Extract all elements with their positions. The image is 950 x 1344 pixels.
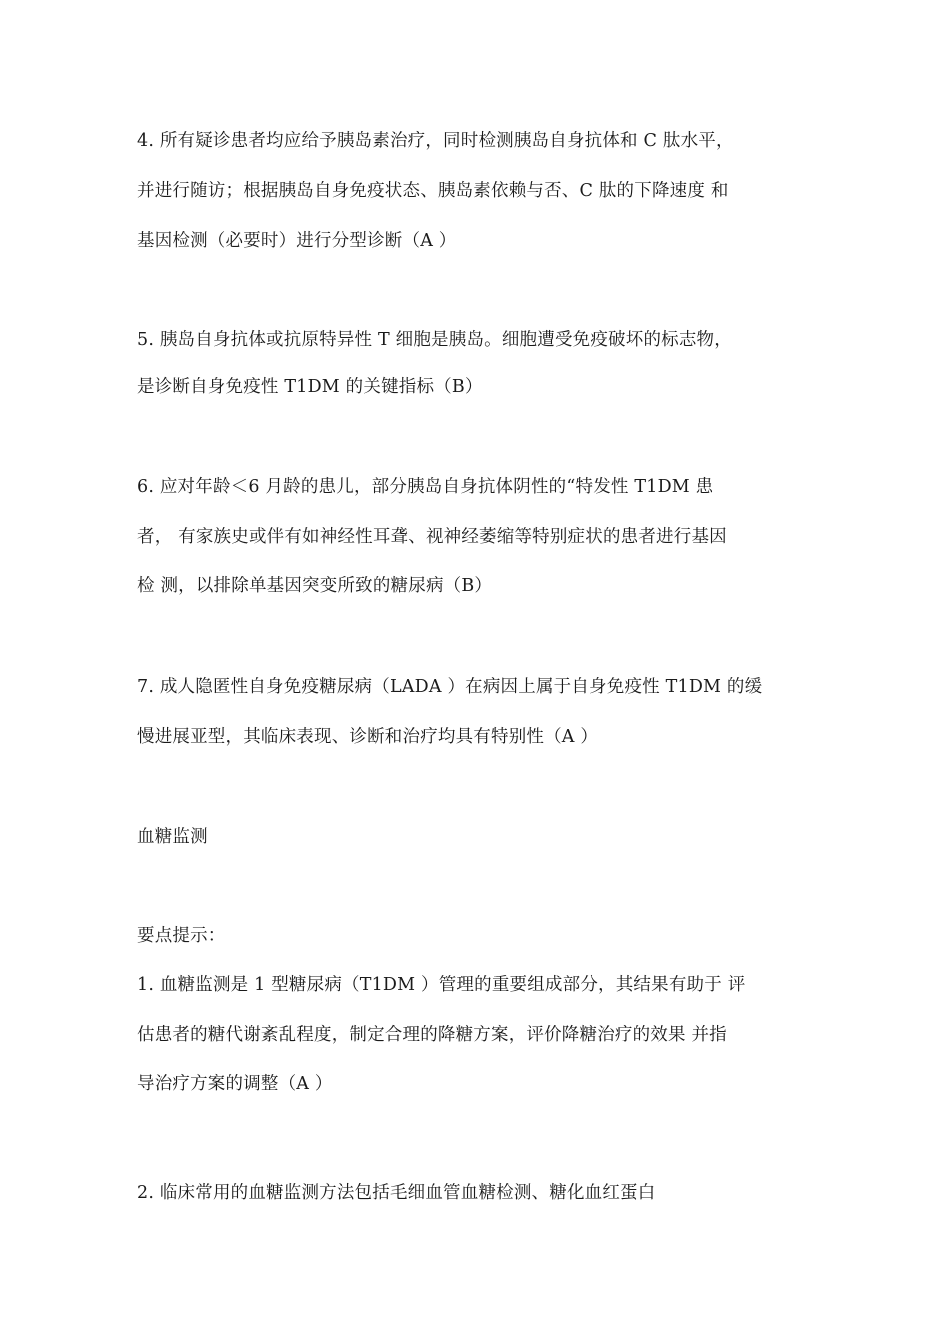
point-1-line-3: 导治疗方案的调整（A ） bbox=[137, 1074, 333, 1094]
item-4-line-3: 基因检测（必要时）进行分型诊断（A ） bbox=[137, 231, 457, 251]
point-2-line-1: 2. 临床常用的血糖监测方法包括毛细血管血糖检测、糖化血红蛋白 bbox=[137, 1183, 656, 1203]
item-4-line-2: 并进行随访；根据胰岛自身免疫状态、胰岛素依赖与否、C 肽的下降速度 和 bbox=[137, 181, 729, 201]
item-4-line-1: 4. 所有疑诊患者均应给予胰岛素治疗，同时检测胰岛自身抗体和 C 肽水平， bbox=[137, 131, 734, 151]
section-subheading: 要点提示： bbox=[137, 926, 226, 946]
item-7-line-2: 慢进展亚型，其临床表现、诊断和治疗均具有特别性（A ） bbox=[137, 727, 599, 747]
item-6-line-3: 检 测，以排除单基因突变所致的糖尿病（B） bbox=[137, 576, 493, 596]
item-5-line-1: 5. 胰岛自身抗体或抗原特异性 T 细胞是胰岛。细胞遭受免疫破坏的标志物， bbox=[137, 330, 732, 350]
item-5-line-2: 是诊断自身免疫性 T1DM 的关键指标（B） bbox=[137, 377, 483, 397]
item-7-line-1: 7. 成人隐匿性自身免疫糖尿病（LADA ）在病因上属于自身免疫性 T1DM 的缓 bbox=[137, 677, 763, 697]
point-1-line-2: 估患者的糖代谢紊乱程度，制定合理的降糖方案，评价降糖治疗的效果 并指 bbox=[137, 1025, 727, 1045]
item-6-line-2: 者， 有家族史或伴有如神经性耳聋、视神经萎缩等特别症状的患者进行基因 bbox=[137, 527, 727, 547]
item-6-line-1: 6. 应对年龄＜6 月龄的患儿，部分胰岛自身抗体阴性的“特发性 T1DM 患 bbox=[137, 477, 714, 497]
point-1-line-1: 1. 血糖监测是 1 型糖尿病（T1DM ）管理的重要组成部分，其结果有助于 评 bbox=[137, 975, 746, 995]
section-heading: 血糖监测 bbox=[137, 827, 208, 847]
